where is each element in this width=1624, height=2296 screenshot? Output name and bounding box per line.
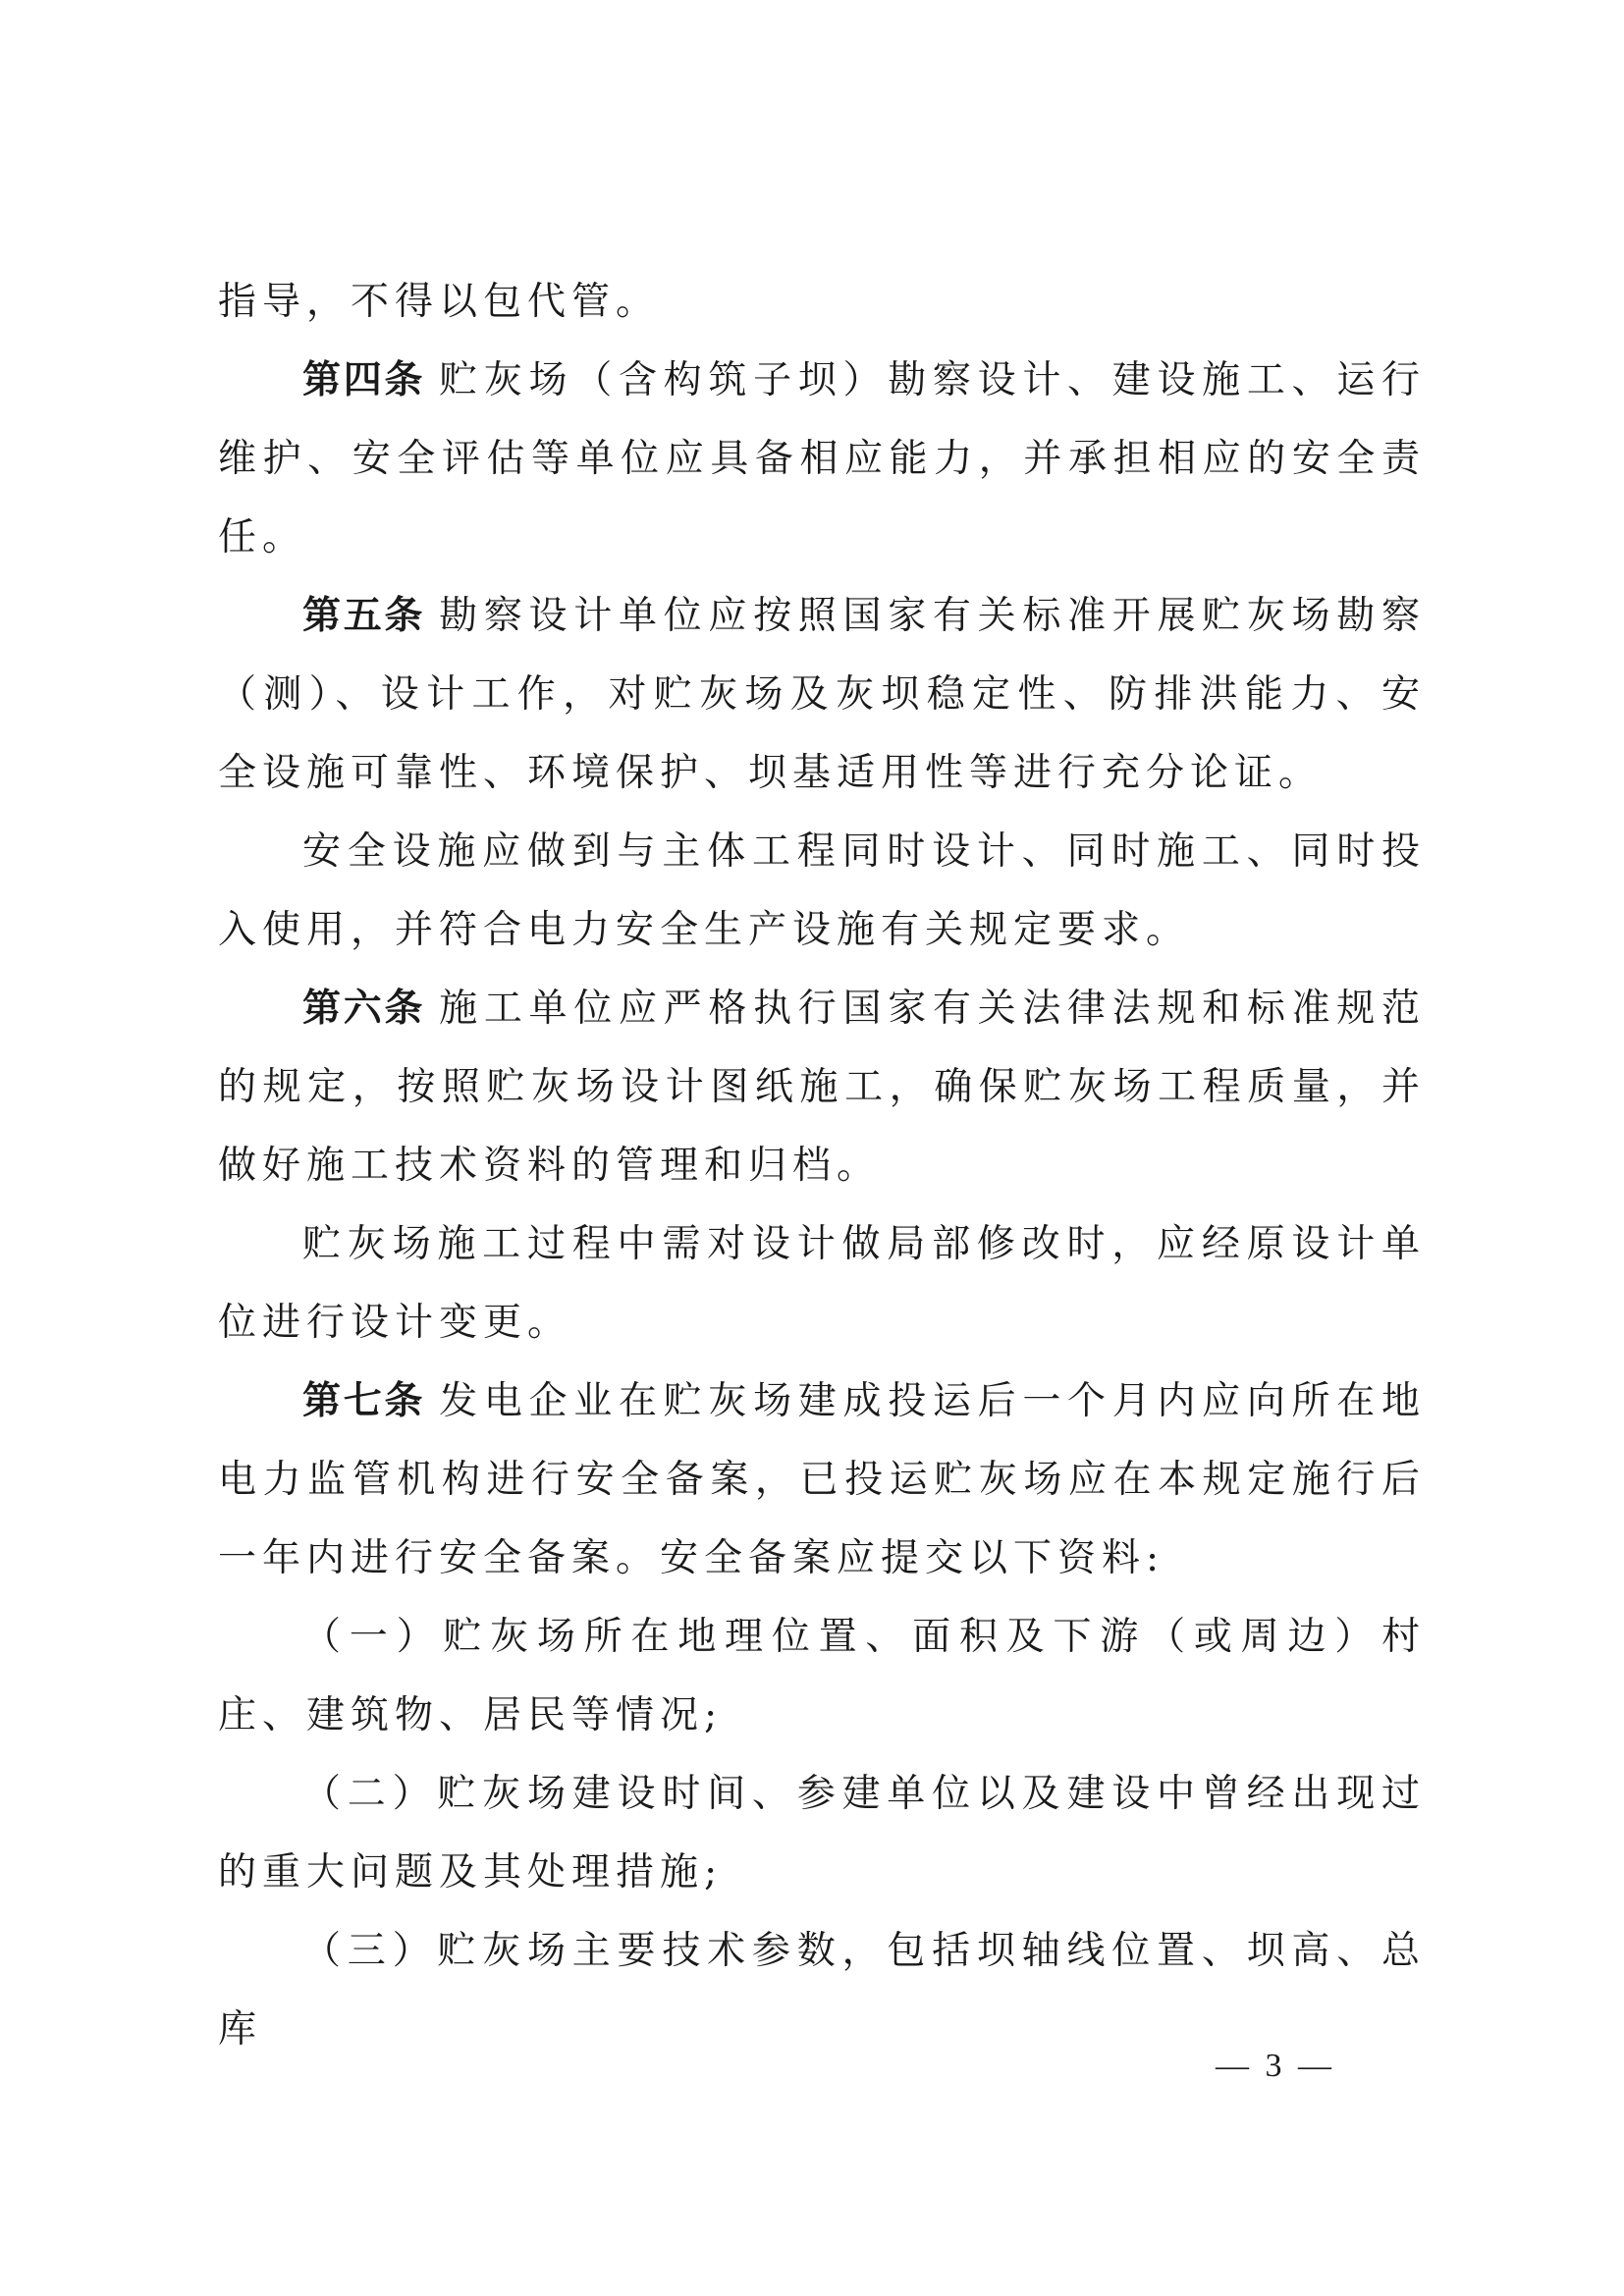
article-paragraph — [218, 970, 1426, 1205]
article-paragraph — [218, 577, 1426, 813]
list-item — [218, 1755, 1426, 1912]
paragraph-text: 勘察设计单位应按照国家有关标准开展贮灰场勘察（测）、设计工作，对贮灰场及灰坝稳定性、防排洪能力、安全设施可靠性、环境保护、坝基适用性等进行充分论证。 — [218, 594, 1426, 795]
paragraph-text: 贮灰场施工过程中需对设计做局部修改时，应经原设计单位进行设计变更。 — [218, 1222, 1426, 1345]
paragraph-text: （二）贮灰场建设时间、参建单位以及建设中曾经出现过的重大问题及其处理措施; — [218, 1772, 1426, 1895]
paragraph-text: 施工单位应严格执行国家有关法律法规和标准规范的规定，按照贮灰场设计图纸施工，确保贮灰场工程质量，并做好施工技术资料的管理和归档。 — [218, 987, 1426, 1188]
paragraph — [218, 263, 1426, 342]
paragraph-text: 指导，不得以包代管。 — [218, 280, 661, 324]
paragraph — [218, 1205, 1426, 1362]
article-title: 第五条 — [302, 594, 426, 638]
document-body — [218, 263, 1426, 2069]
paragraph-text: （一）贮灰场所在地理位置、面积及下游（或周边）村庄、建筑物、居民等情况; — [218, 1615, 1426, 1737]
article-paragraph — [218, 1362, 1426, 1598]
article-title: 第四条 — [302, 358, 426, 402]
list-item — [218, 1598, 1426, 1755]
list-item — [218, 1912, 1426, 2069]
page-number: — 3 — — [1216, 2048, 1335, 2084]
paragraph-text: （三）贮灰场主要技术参数，包括坝轴线位置、坝高、总库 — [218, 1929, 1426, 2052]
paragraph — [218, 813, 1426, 970]
paragraph-text: 发电企业在贮灰场建成投运后一个月内应向所在地电力监管机构进行安全备案，已投运贮灰场应在本规定施行后一年内进行安全备案。安全备案应提交以下资料: — [218, 1379, 1426, 1580]
paragraph-text: 安全设施应做到与主体工程同时设计、同时施工、同时投入使用，并符合电力安全生产设施有关规定要求。 — [218, 829, 1426, 952]
paragraph-text: 贮灰场（含构筑子坝）勘察设计、建设施工、运行维护、安全评估等单位应具备相应能力，并承担相应的安全责任。 — [218, 358, 1426, 560]
article-paragraph — [218, 342, 1426, 577]
article-title: 第七条 — [302, 1379, 426, 1423]
article-title: 第六条 — [302, 987, 426, 1031]
